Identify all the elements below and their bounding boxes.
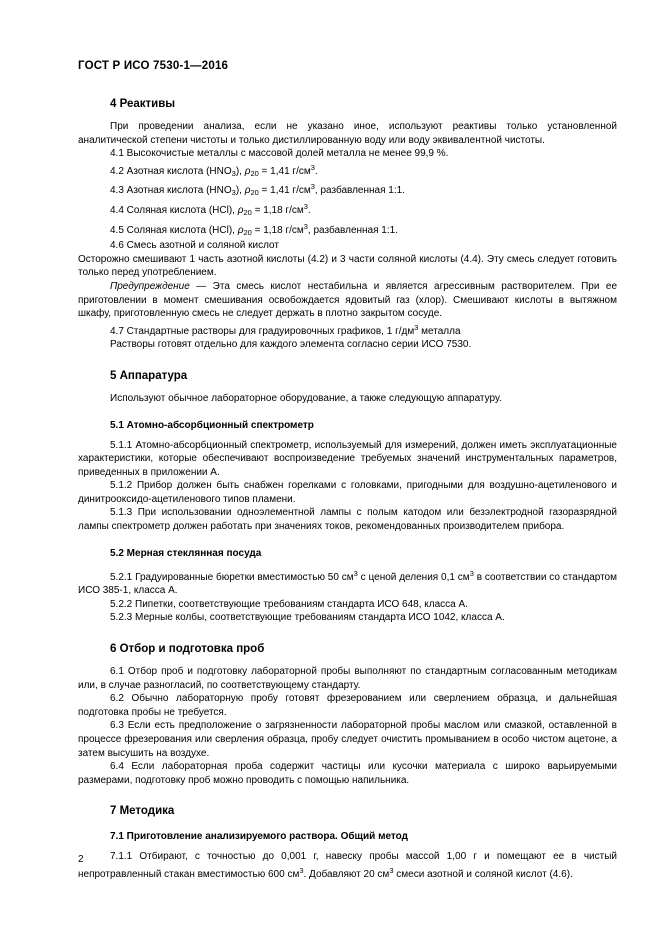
paragraph: 6.3 Если есть предположение о загрязненности лабораторной пробы маслом или смазкой, оставленной в процессе фрезерования или сверления образца, пробу следует очистить промыванием в особо чистом ацетоне, а затем высушить на воздухе.	[78, 720, 617, 759]
paragraph: 6.1 Отбор проб и подготовку лабораторной пробы выполняют по стандартным согласованным методикам или, в случае разногласий, по соответствующему стандарту.	[78, 666, 617, 691]
subsection-title-glassware: 5.2 Мерная стеклянная посуда	[110, 547, 262, 559]
paragraph: 7.1.1 Отбирают, с точностью до 0,001 г, навеску пробы массой 1,00 г и помещают ее в чистый непротравленный стакан вместимостью 600 $см^3$. Добавляют 20 $см^3$ смеси азотной и соляной кислот (4.6).	[78, 851, 617, 880]
paragraph: Используют обычное лабораторное оборудование, а также следующую аппаратуру.	[110, 392, 502, 404]
section-title-method: 7 Методика	[110, 805, 175, 818]
section-title-reagents: 4 Реактивы	[110, 98, 176, 110]
paragraph: 4.1 Высокочистые металлы с массовой долей металла не менее 99,9 %.	[110, 148, 449, 160]
paragraph: При проведении анализа, если не указано иное, используют реактивы только установленной аналитической степени чистоты и только дистиллированную воду или воду эквивалентной чистоты.	[78, 121, 617, 146]
list-item: 4.3 Азотная кислота $(HNO_3)$, $\rho_{20} = 1,41$ $г/см^3$, разбавленная 1:1.	[110, 182, 405, 198]
reagents-body	[78, 120, 617, 352]
subsection-title-spectrometer: 5.1 Атомно-абсорбционный спектрометр	[110, 419, 314, 431]
list-item: 4.5 Соляная кислота (HCl), $\rho_{20} = 1,18$ $г/см^3$, разбавленная 1:1.	[110, 221, 398, 237]
reagents-list	[78, 161, 617, 253]
paragraph: 5.1.1 Атомно-абсорбционный спектрометр, используемый для измерений, должен иметь эксплуатационные характеристики, которые обеспечивают воспроизведение требуемых значений инструментальных параметров, приведенных в приложении А.	[78, 439, 617, 478]
page-number: 2	[78, 854, 84, 865]
section-title-apparatus: 5 Аппаратура	[110, 369, 188, 382]
paragraph: 6.4 Если лабораторная проба содержит частицы или кусочки материала с широко варьируемыми размерами, подготовку проб можно проводить с помощью напильника.	[78, 761, 617, 786]
list-item: 4.4 Соляная кислота (HCl), $\rho_{20} = 1,18$ $г/см^3$.	[110, 201, 311, 217]
list-item: 4.6 Смесь азотной и соляной кислот	[110, 240, 279, 252]
paragraph: 4.7 Стандартные растворы для градуировочных графиков, 1 $г/дм^3$ металла	[110, 322, 461, 337]
paragraph: 5.2.3 Мерные колбы, соответствующие требованиям стандарта ИСО 1042, класса А.	[110, 612, 505, 624]
paragraph: 5.1.3 При использовании одноэлементной лампы с полым катодом или безэлектродной газоразрядной лампы спектрометр должен работать при значениях токов, рекомендованных производителем прибора.	[78, 507, 617, 533]
paragraph: 6.2 Обычно лабораторную пробу готовят фрезерованием или сверлением образца, и дальнейшая подготовка пробы не требуется.	[78, 693, 617, 718]
paragraph: 5.1.2 Прибор должен быть снабжен горелками с головками, пригодными для воздушно-ацетиленового и динитрооксидо-ацетиленового типов пламени.	[78, 480, 617, 505]
paragraph: 5.2.1 Градуированные бюретки вместимостью 50 $см^3$ с ценой деления 0,1 $см^3$ в соответствии со стандартом ИСО 385-1, класса А.	[78, 568, 617, 597]
paragraph: 5.2.2 Пипетки, соответствующие требованиям стандарта ИСО 648, класса А.	[110, 598, 468, 610]
paragraph: Осторожно смешивают 1 часть азотной кислоты (4.2) и 3 части соляной кислоты (4.4). Эту смесь следует готовить только перед употреблением.	[78, 253, 617, 279]
warning-paragraph: Предупреждение — Эта смесь кислот нестабильна и является агрессивным растворителем. При ее приготовлении в момент смешивания освобождается ядовитый газ (хлор). Смешивают кислоты в вытяжном шкафу, приготовленную смесь не следует держать в плотно закрытом сосуде.	[78, 280, 617, 320]
list-item: 4.2 Азотная кислота $(HNO_3)$, $\rho_{20} = 1,41$ $г/см^3$.	[110, 162, 318, 178]
paragraph: Растворы готовят отдельно для каждого элемента согласно серии ИСО 7530.	[110, 339, 472, 351]
subsection-title-solution-prep: 7.1 Приготовление анализируемого раствора. Общий метод	[110, 831, 408, 843]
section-title-sampling: 6 Отбор и подготовка проб	[110, 643, 265, 656]
page-header: ГОСТ Р ИСО 7530-1—2016	[78, 60, 229, 72]
